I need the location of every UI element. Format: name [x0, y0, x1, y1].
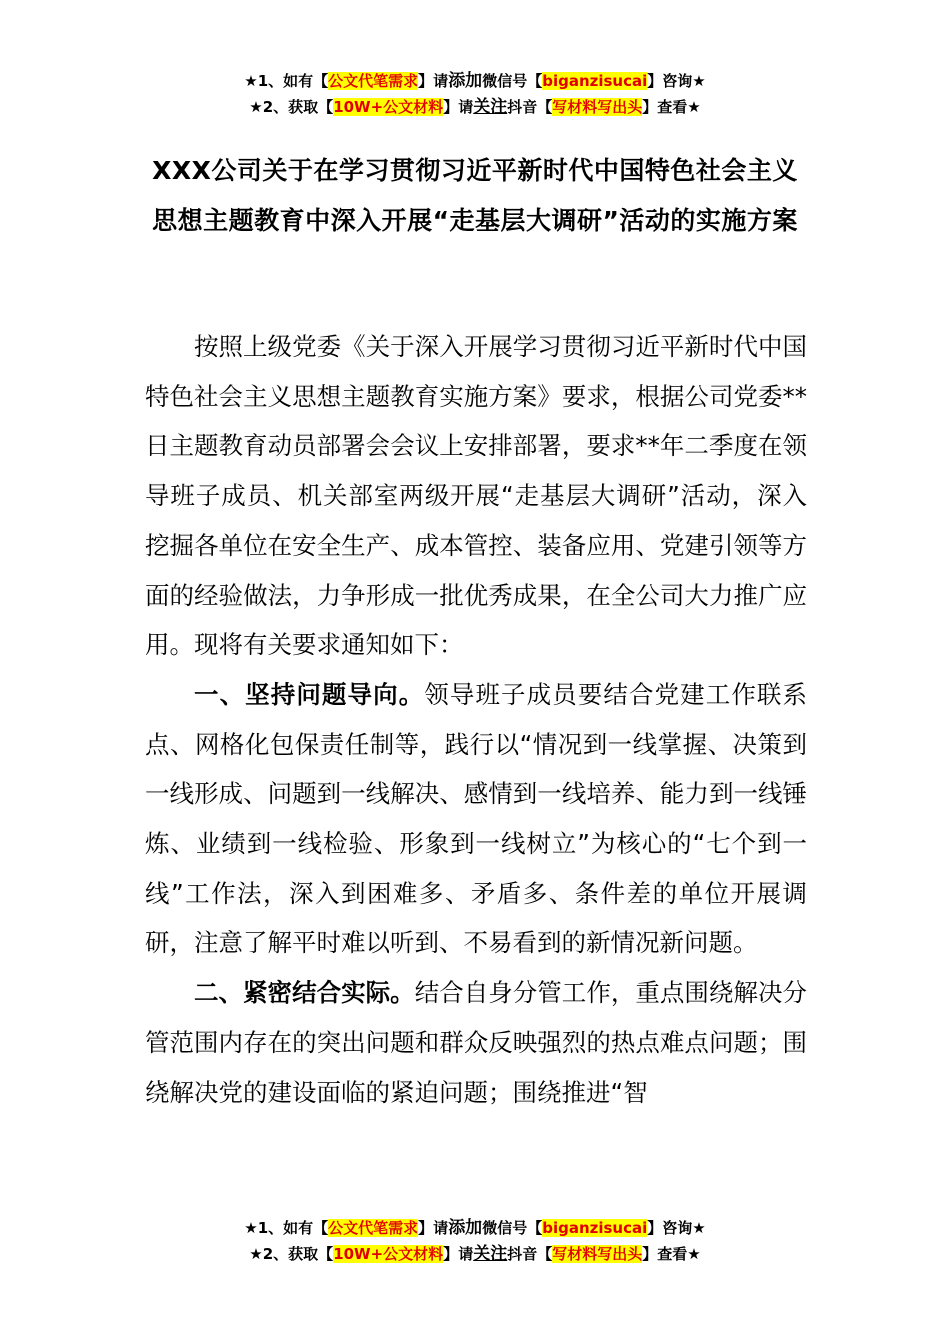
- banner-text: 抖音【: [507, 98, 553, 116]
- paragraph-text: 结合自身分管工作，重点围绕解决分管范围内存在的突出问题和群众反映强烈的热点难点问题；围绕解决党的建设面临的紧迫问题；围绕推进“智: [145, 978, 807, 1107]
- highlight-materials: 10W+公文材料: [333, 1245, 444, 1263]
- banner-text: 】请: [443, 1245, 474, 1263]
- paragraph-text: 领导班子成员要结合党建工作联系点、网格化包保责任制等，践行以“情况到一线掌握、决策到一线形成、问题到一线解决、感情到一线培养、能力到一线锤炼、业绩到一线检验、形象到一线树立”为核心的“七个到一线”工作法，深入到困难多、矛盾多、条件差的单位开展调研，注意了解平时难以听到、不易看到的新情况新问题。: [145, 679, 808, 958]
- paragraph-text: 按照上级党委《关于深入开展学习贯彻习近平新时代中国特色社会主义思想主题教育实施方案》要求，根据公司党委**日主题教育动员部署会会议上安排部署，要求**年二季度在领导班子成员、机关部室两级开展“走基层大调研”活动，深入挖掘各单位在安全生产、成本管控、装备应用、党建引领等方面的经验做法，力争形成一批优秀成果，在全公司大力推广应用。现将有关要求通知如下：: [145, 332, 807, 660]
- banner-emphasis: 关注: [473, 97, 508, 117]
- banner-text: 抖音【: [507, 1245, 553, 1263]
- document-body: [145, 322, 807, 1117]
- highlight-douyin-id: 写材料写出头: [552, 1245, 643, 1263]
- banner-text: ★2、获取【: [249, 1245, 334, 1263]
- banner-text: ★1、如有【: [244, 72, 329, 90]
- banner-emphasis: 添加: [448, 1218, 483, 1238]
- highlight-service: 公文代笔需求: [328, 72, 419, 90]
- banner-line-1: [0, 1215, 950, 1241]
- highlight-service: 公文代笔需求: [328, 1219, 419, 1237]
- document-title: XXX公司关于在学习贯彻习近平新时代中国特色社会主义思想主题教育中深入开展“走基层大调研”活动的实施方案: [152, 156, 798, 235]
- banner-emphasis: 添加: [448, 71, 483, 91]
- banner-line-2: [0, 94, 950, 120]
- banner-line-1: [0, 68, 950, 94]
- header-banner: [0, 68, 950, 120]
- banner-text: 】请: [443, 98, 474, 116]
- highlight-wechat-id: biganzisucai: [542, 72, 648, 90]
- banner-emphasis: 关注: [473, 1244, 508, 1264]
- banner-text: 】咨询★: [647, 1219, 706, 1237]
- highlight-douyin-id: 写材料写出头: [552, 98, 643, 116]
- banner-text: 】咨询★: [647, 72, 706, 90]
- banner-text: ★1、如有【: [244, 1219, 329, 1237]
- highlight-wechat-id: biganzisucai: [542, 1219, 648, 1237]
- banner-text: ★2、获取【: [249, 98, 334, 116]
- paragraph-intro: [145, 322, 807, 670]
- paragraph-section-1: [145, 670, 807, 968]
- paragraph-lead: 二、紧密结合实际。: [194, 978, 415, 1008]
- banner-text: 】查看★: [642, 98, 701, 116]
- footer-banner: [0, 1215, 950, 1267]
- banner-line-2: [0, 1241, 950, 1267]
- paragraph-section-2: [145, 968, 807, 1117]
- banner-text: 微信号【: [482, 1219, 543, 1237]
- banner-text: 】查看★: [642, 1245, 701, 1263]
- banner-text: 】请: [418, 72, 449, 90]
- banner-text: 】请: [418, 1219, 449, 1237]
- highlight-materials: 10W+公文材料: [333, 98, 444, 116]
- paragraph-lead: 一、坚持问题导向。: [194, 679, 425, 709]
- banner-text: 微信号【: [482, 72, 543, 90]
